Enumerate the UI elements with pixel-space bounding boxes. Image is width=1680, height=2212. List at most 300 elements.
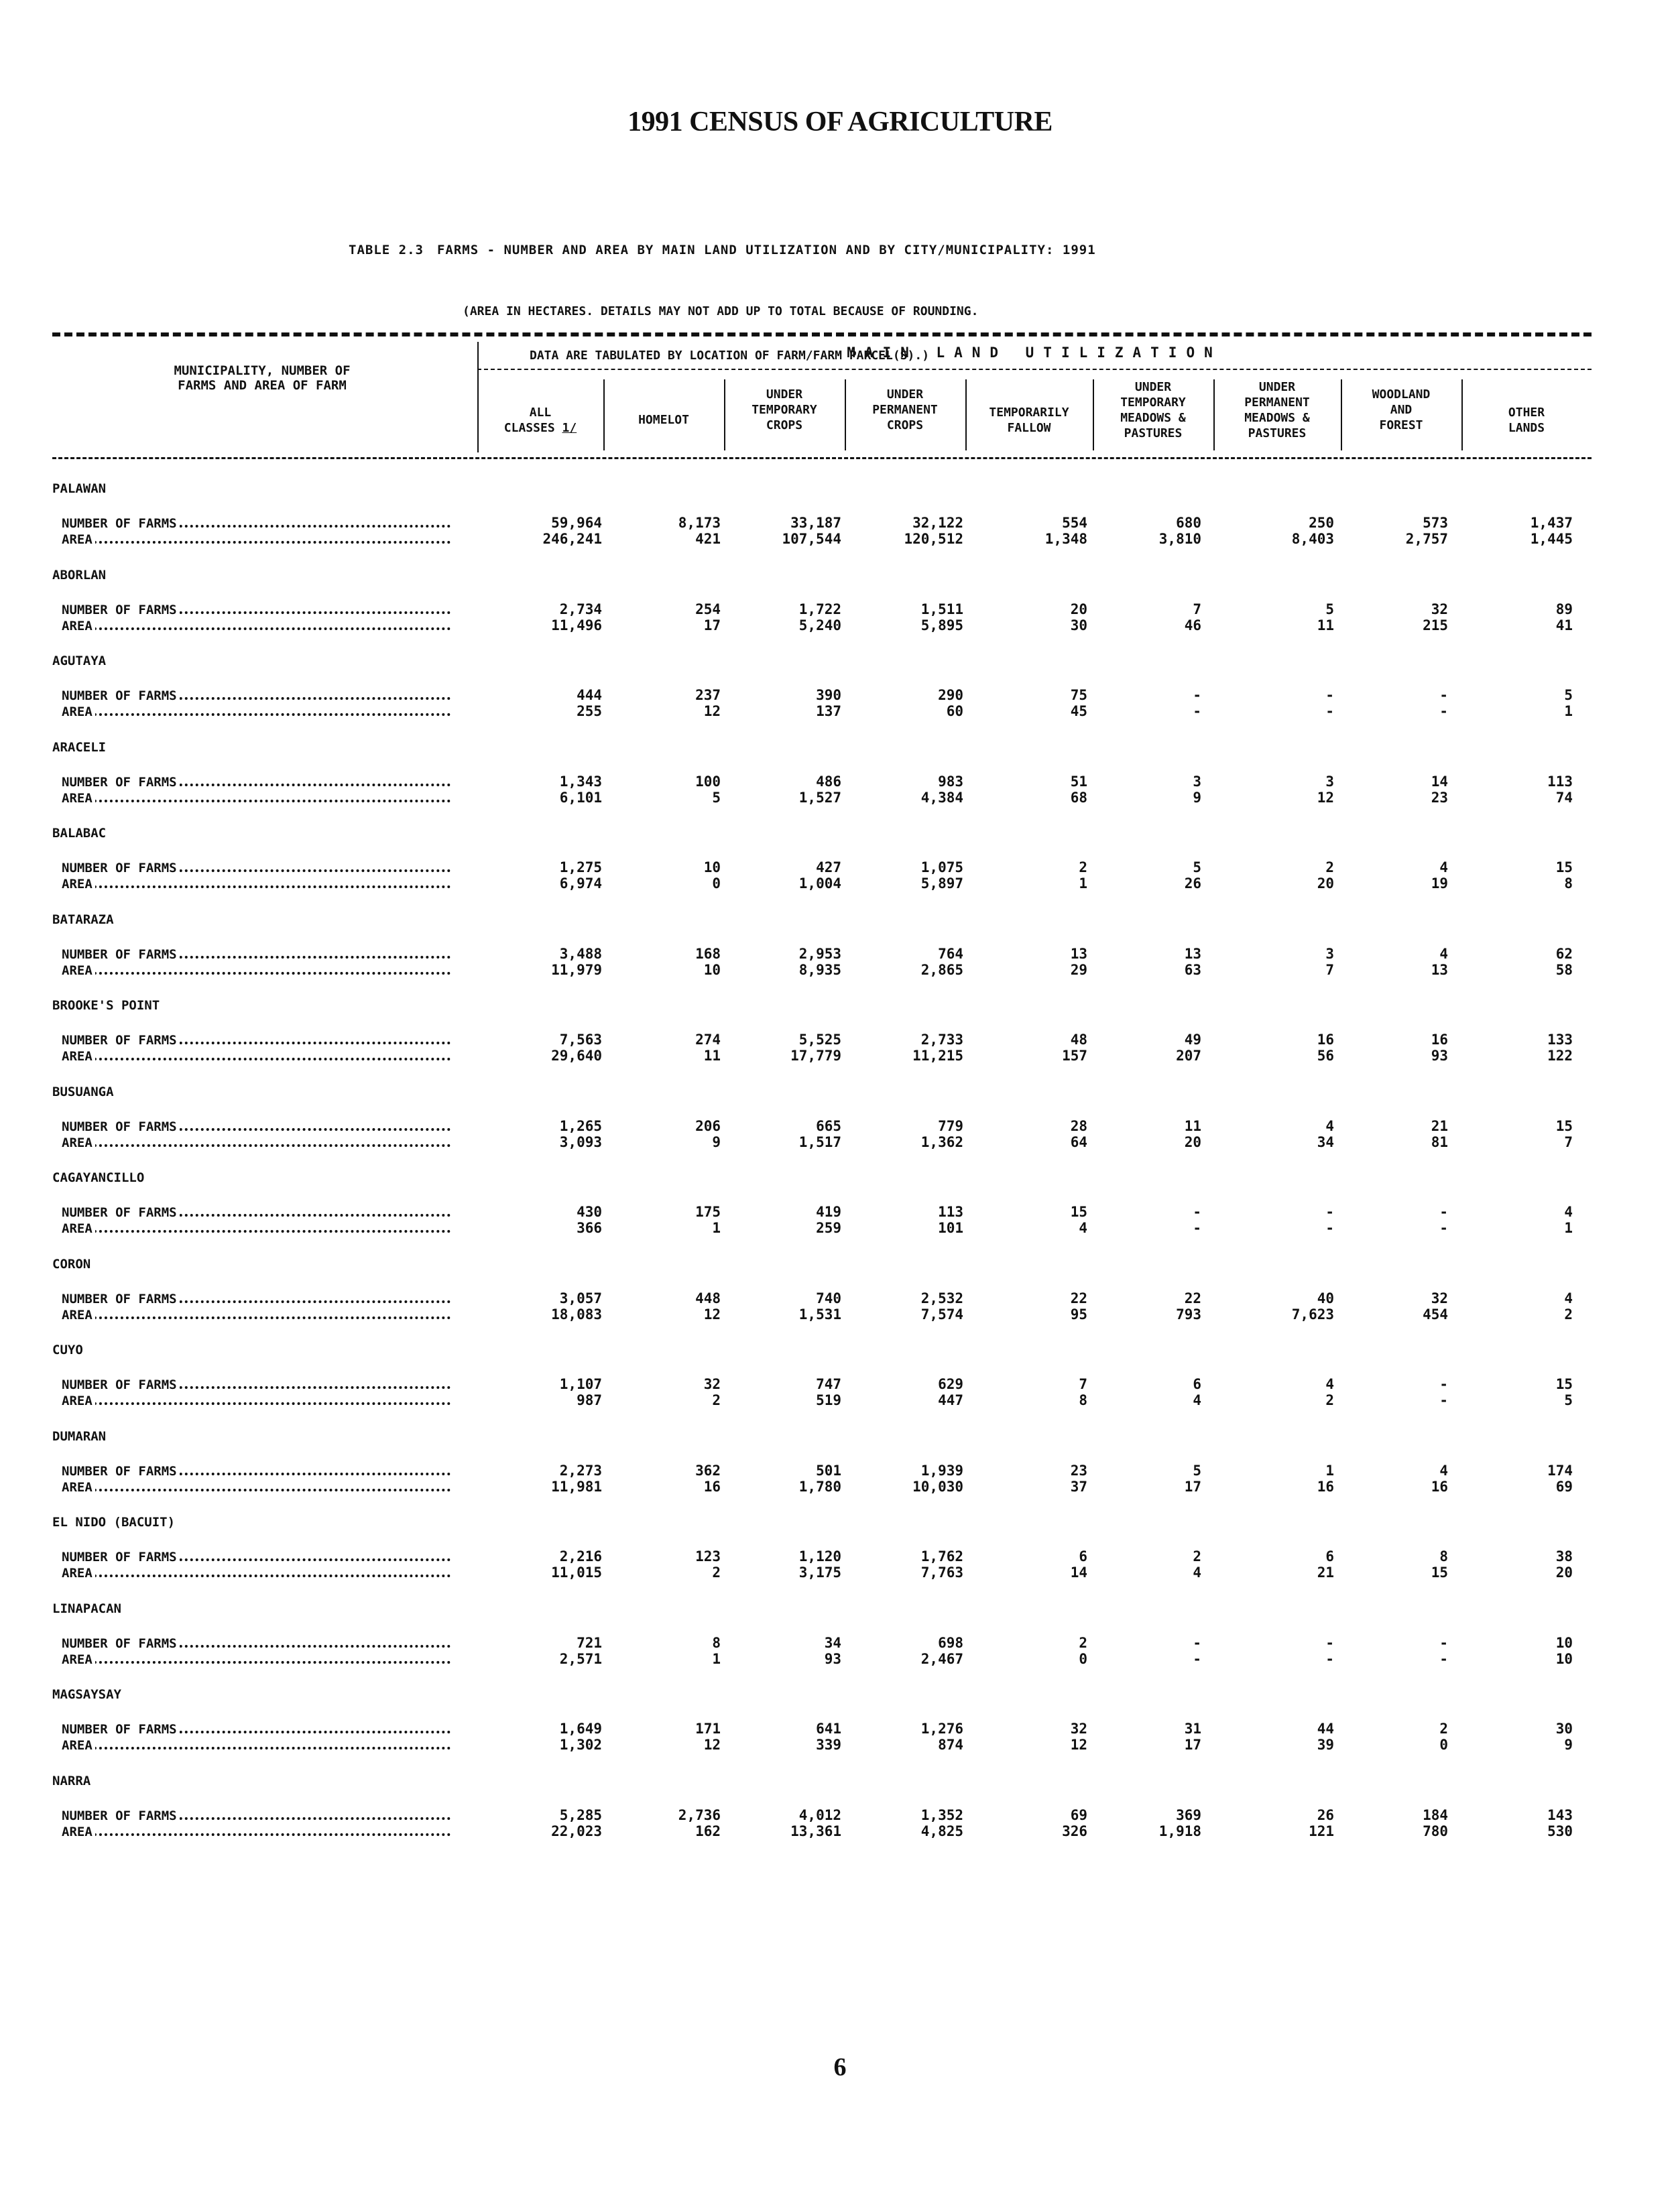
table-cell: 250 <box>1309 515 1334 531</box>
table-cell: 447 <box>938 1392 963 1408</box>
table-cell: 259 <box>816 1220 841 1236</box>
table-cell: 501 <box>816 1463 841 1479</box>
row-label-number-of-farms <box>62 1292 451 1306</box>
table-cell: 7,623 <box>1291 1306 1334 1323</box>
column-divider <box>603 379 605 450</box>
table-cell: - <box>1193 1204 1201 1220</box>
row-label-area <box>62 619 451 633</box>
table-cell: 3,175 <box>798 1564 841 1581</box>
row-label-text: NUMBER OF FARMS <box>62 1550 180 1564</box>
leader-dots <box>62 541 451 544</box>
table-cell: 16 <box>703 1479 721 1495</box>
row-label-text: AREA <box>62 1221 95 1236</box>
table-cell: - <box>1325 1204 1334 1220</box>
table-cell: 6,101 <box>559 790 602 806</box>
table-cell: 1 <box>712 1220 721 1236</box>
table-cell: 62 <box>1555 946 1573 962</box>
table-cell: 780 <box>1423 1823 1448 1839</box>
column-header-line: ALL <box>529 406 552 420</box>
table-cell: 5,895 <box>920 617 963 633</box>
table-cell: 22 <box>1070 1290 1087 1306</box>
leader-dots <box>62 885 451 888</box>
column-header-7 <box>1216 379 1338 441</box>
table-cell: 13 <box>1070 946 1087 962</box>
column-header-line: TEMPORARY <box>1120 395 1186 410</box>
table-cell: 10 <box>1555 1635 1573 1651</box>
table-cell: 1,649 <box>559 1721 602 1737</box>
row-label-text: NUMBER OF FARMS <box>62 516 180 531</box>
row-label-number-of-farms <box>62 603 451 617</box>
table-cell: 2 <box>1193 1548 1201 1564</box>
column-header-2 <box>606 379 721 428</box>
table-cell: 5 <box>1193 859 1201 875</box>
row-label-area <box>62 1049 451 1064</box>
table-cell: 1,511 <box>920 601 963 617</box>
table-cell: 168 <box>695 946 721 962</box>
row-label-area <box>62 1135 451 1150</box>
table-cell: 2,467 <box>920 1651 963 1667</box>
table-cell: - <box>1439 703 1448 719</box>
table-cell: 184 <box>1423 1807 1448 1823</box>
table-cell: 8,173 <box>678 515 721 531</box>
table-cell: 23 <box>1431 790 1448 806</box>
table-cell: 137 <box>816 703 841 719</box>
table-cell: 37 <box>1070 1479 1087 1495</box>
table-cell: 698 <box>938 1635 963 1651</box>
table-cell: 56 <box>1317 1048 1334 1064</box>
row-label-text: NUMBER OF FARMS <box>62 1636 180 1651</box>
table-cell: 113 <box>1547 774 1573 790</box>
table-cell: 21 <box>1317 1564 1334 1581</box>
table-cell: 740 <box>816 1290 841 1306</box>
row-label-area <box>62 532 451 547</box>
row-label-number-of-farms <box>62 1722 451 1737</box>
row-label-text: NUMBER OF FARMS <box>62 1722 180 1737</box>
table-cell: 1,445 <box>1530 531 1573 547</box>
table-cell: 15 <box>1070 1204 1087 1220</box>
table-cell: 427 <box>816 859 841 875</box>
stub-header <box>52 363 472 393</box>
table-cell: 89 <box>1555 601 1573 617</box>
row-label-area <box>62 1480 451 1495</box>
table-cell: 175 <box>695 1204 721 1220</box>
table-cell: 254 <box>695 601 721 617</box>
table-cell: 17 <box>1184 1737 1201 1753</box>
table-cell: 793 <box>1176 1306 1201 1323</box>
table-cell: 2 <box>1325 859 1334 875</box>
table-cell: 11,015 <box>551 1564 602 1581</box>
row-label-number-of-farms <box>62 1550 451 1564</box>
table-cell: 7 <box>1325 962 1334 978</box>
table-cell: 2 <box>1325 1392 1334 1408</box>
table-note-line-1: (AREA IN HECTARES. DETAILS MAY NOT ADD UP TO TOTAL BECAUSE OF ROUNDING. <box>463 304 979 318</box>
table-cell: 2,273 <box>559 1463 602 1479</box>
table-cell: 107,544 <box>782 531 841 547</box>
row-label-text: AREA <box>62 1308 95 1323</box>
table-cell: - <box>1325 703 1334 719</box>
leader-dots <box>62 1402 451 1405</box>
table-cell: 100 <box>695 774 721 790</box>
table-cell: 22,023 <box>551 1823 602 1839</box>
row-label-number-of-farms <box>62 1464 451 1479</box>
table-cell: 7,563 <box>559 1032 602 1048</box>
table-cell: 1,722 <box>798 601 841 617</box>
table-cell: 3 <box>1325 774 1334 790</box>
table-cell: 987 <box>577 1392 602 1408</box>
table-cell: 554 <box>1062 515 1087 531</box>
row-label-number-of-farms <box>62 1808 451 1823</box>
table-cell: 10 <box>703 962 721 978</box>
column-header-6 <box>1095 379 1211 441</box>
table-cell: 59,964 <box>551 515 602 531</box>
row-label-number-of-farms <box>62 1205 451 1220</box>
municipality-name: ABORLAN <box>52 568 107 582</box>
row-label-number-of-farms <box>62 1119 451 1134</box>
table-cell: 573 <box>1423 515 1448 531</box>
table-cell: - <box>1193 1220 1201 1236</box>
page-title: 1991 CENSUS OF AGRICULTURE <box>627 107 1053 137</box>
table-cell: 69 <box>1070 1807 1087 1823</box>
table-cell: 44 <box>1317 1721 1334 1737</box>
table-cell: - <box>1325 1635 1334 1651</box>
table-cell: 5 <box>1564 1392 1573 1408</box>
table-notes <box>463 275 978 378</box>
table-cell: 4 <box>1193 1564 1201 1581</box>
table-cell: 246,241 <box>542 531 602 547</box>
table-cell: 5,240 <box>798 617 841 633</box>
table-cell: 60 <box>946 703 963 719</box>
leader-dots <box>62 627 451 630</box>
table-cell: 2 <box>1564 1306 1573 1323</box>
table-cell: 2,532 <box>920 1290 963 1306</box>
municipality-name: BATARAZA <box>52 912 114 927</box>
column-header-4 <box>847 379 963 433</box>
row-label-area <box>62 1738 451 1753</box>
table-cell: 274 <box>695 1032 721 1048</box>
table-cell: 1 <box>1325 1463 1334 1479</box>
row-label-text: AREA <box>62 791 95 806</box>
leader-dots <box>62 1144 451 1147</box>
leader-dots <box>62 800 451 802</box>
table-cell: 174 <box>1547 1463 1573 1479</box>
row-label-text: NUMBER OF FARMS <box>62 947 180 962</box>
table-cell: 255 <box>577 703 602 719</box>
row-label-area <box>62 963 451 978</box>
table-cell: 5 <box>1564 687 1573 703</box>
table-cell: 29 <box>1070 962 1087 978</box>
table-cell: 3,057 <box>559 1290 602 1306</box>
table-cell: 20 <box>1317 875 1334 892</box>
table-cell: 7 <box>1079 1376 1087 1392</box>
leader-dots <box>62 1747 451 1749</box>
table-cell: 6 <box>1325 1548 1334 1564</box>
municipality-name: PALAWAN <box>52 481 107 496</box>
table-cell: 15 <box>1555 1118 1573 1134</box>
table-cell: 11 <box>703 1048 721 1064</box>
row-label-area <box>62 1308 451 1323</box>
table-cell: 721 <box>577 1635 602 1651</box>
row-label-number-of-farms <box>62 947 451 962</box>
municipality-name: AGUTAYA <box>52 654 107 668</box>
table-cell: 421 <box>695 531 721 547</box>
table-cell: 8 <box>1439 1548 1448 1564</box>
table-cell: 20 <box>1555 1564 1573 1581</box>
table-cell: 7,574 <box>920 1306 963 1323</box>
column-divider <box>845 379 846 450</box>
table-cell: 4 <box>1564 1204 1573 1220</box>
municipality-name: NARRA <box>52 1774 91 1788</box>
row-label-text: NUMBER OF FARMS <box>62 1377 180 1392</box>
municipality-name: BROOKE'S POINT <box>52 998 160 1013</box>
table-cell: 28 <box>1070 1118 1087 1134</box>
table-cell: 12 <box>703 1306 721 1323</box>
column-divider <box>1461 379 1463 450</box>
table-cell: 2,571 <box>559 1651 602 1667</box>
table-cell: 122 <box>1547 1048 1573 1064</box>
table-cell: 9 <box>712 1134 721 1150</box>
table-cell: 629 <box>938 1376 963 1392</box>
table-cell: 2 <box>1079 859 1087 875</box>
table-cell: 18,083 <box>551 1306 602 1323</box>
table-cell: 121 <box>1309 1823 1334 1839</box>
table-cell: 1,531 <box>798 1306 841 1323</box>
table-cell: 206 <box>695 1118 721 1134</box>
table-cell: 30 <box>1555 1721 1573 1737</box>
row-label-number-of-farms <box>62 1377 451 1392</box>
table-cell: 8 <box>712 1635 721 1651</box>
column-header-line: UNDER <box>886 387 924 402</box>
table-cell: 5,525 <box>798 1032 841 1048</box>
table-cell: 81 <box>1431 1134 1448 1150</box>
table-cell: - <box>1193 1635 1201 1651</box>
column-header-line: WOODLAND <box>1372 387 1431 402</box>
table-cell: 11,215 <box>912 1048 963 1064</box>
table-caption <box>349 243 1096 257</box>
column-header-5 <box>968 379 1090 436</box>
municipality-name: LINAPACAN <box>52 1601 121 1616</box>
table-cell: 39 <box>1317 1737 1334 1753</box>
row-label-text: AREA <box>62 877 95 892</box>
leader-dots <box>62 713 451 716</box>
table-cell: 69 <box>1555 1479 1573 1495</box>
table-cell: 4,012 <box>798 1807 841 1823</box>
table-cell: 13 <box>1184 946 1201 962</box>
row-label-text: AREA <box>62 1480 95 1495</box>
table-cell: 17 <box>703 617 721 633</box>
row-label-area <box>62 1221 451 1236</box>
table-cell: 11 <box>1184 1118 1201 1134</box>
column-header-line: TEMPORARILY <box>989 406 1069 420</box>
table-cell: 143 <box>1547 1807 1573 1823</box>
table-cell: 34 <box>1317 1134 1334 1150</box>
table-cell: 2,736 <box>678 1807 721 1823</box>
table-cell: 5 <box>1193 1463 1201 1479</box>
row-label-text: AREA <box>62 1135 95 1150</box>
municipality-name: DUMARAN <box>52 1429 107 1444</box>
row-label-text: NUMBER OF FARMS <box>62 688 180 703</box>
table-cell: 26 <box>1184 875 1201 892</box>
municipality-name: BALABAC <box>52 826 107 841</box>
table-cell: 14 <box>1070 1564 1087 1581</box>
table-cell: 41 <box>1555 617 1573 633</box>
table-cell: 1 <box>712 1651 721 1667</box>
table-cell: - <box>1439 1220 1448 1236</box>
column-header-line: PERMANENT <box>872 403 938 417</box>
table-cell: 519 <box>816 1392 841 1408</box>
row-label-number-of-farms <box>62 861 451 875</box>
row-label-text: NUMBER OF FARMS <box>62 1464 180 1479</box>
municipality-name: ARACELI <box>52 740 107 755</box>
table-cell: 1,120 <box>798 1548 841 1564</box>
table-cell: 157 <box>1062 1048 1087 1064</box>
leader-dots <box>62 972 451 975</box>
table-cell: 0 <box>1079 1651 1087 1667</box>
table-cell: 51 <box>1070 774 1087 790</box>
table-cell: 4 <box>1439 859 1448 875</box>
row-label-text: AREA <box>62 963 95 978</box>
table-cell: 17,779 <box>790 1048 841 1064</box>
table-cell: 665 <box>816 1118 841 1134</box>
row-label-text: AREA <box>62 619 95 633</box>
table-cell: 2 <box>712 1564 721 1581</box>
column-header-line: FOREST <box>1379 418 1423 432</box>
column-divider <box>1213 379 1215 450</box>
table-cell: 20 <box>1184 1134 1201 1150</box>
municipality-name: CAGAYANCILLO <box>52 1170 145 1185</box>
table-cell: 8 <box>1079 1392 1087 1408</box>
column-header-line: TEMPORARY <box>752 403 817 417</box>
row-label-number-of-farms <box>62 1033 451 1048</box>
table-cell: 2 <box>1079 1635 1087 1651</box>
table-cell: 171 <box>695 1721 721 1737</box>
table-cell: 7 <box>1564 1134 1573 1150</box>
leader-dots <box>62 1058 451 1060</box>
table-cell: 1,004 <box>798 875 841 892</box>
table-cell: 1,352 <box>920 1807 963 1823</box>
table-cell: 11,979 <box>551 962 602 978</box>
table-cell: 101 <box>938 1220 963 1236</box>
row-label-text: AREA <box>62 1566 95 1581</box>
footnote-marker: 1/ <box>562 421 577 435</box>
table-cell: - <box>1439 687 1448 703</box>
table-cell: 5,285 <box>559 1807 602 1823</box>
table-cell: 93 <box>824 1651 841 1667</box>
table-cell: 16 <box>1431 1032 1448 1048</box>
table-cell: 113 <box>938 1204 963 1220</box>
table-cell: 8,935 <box>798 962 841 978</box>
table-cell: 4 <box>1439 1463 1448 1479</box>
column-divider <box>724 379 725 450</box>
table-cell: 2,733 <box>920 1032 963 1048</box>
column-header-line: HOMELOT <box>638 413 689 427</box>
table-cell: 2 <box>712 1392 721 1408</box>
table-cell: 4 <box>1564 1290 1573 1306</box>
table-cell: 8 <box>1564 875 1573 892</box>
row-label-text: AREA <box>62 1652 95 1667</box>
column-divider <box>1093 379 1094 450</box>
header-bottom-rule <box>52 457 1592 459</box>
table-cell: 1,107 <box>559 1376 602 1392</box>
table-cell: 3 <box>1193 774 1201 790</box>
table-cell: 22 <box>1184 1290 1201 1306</box>
table-cell: - <box>1439 1651 1448 1667</box>
table-cell: 680 <box>1176 515 1201 531</box>
table-cell: 45 <box>1070 703 1087 719</box>
row-label-text: AREA <box>62 1738 95 1753</box>
column-header-line: CROPS <box>886 418 924 432</box>
table-cell: 11,981 <box>551 1479 602 1495</box>
table-cell: 13,361 <box>790 1823 841 1839</box>
column-header-line: UNDER <box>1134 380 1172 394</box>
row-label-text: NUMBER OF FARMS <box>62 861 180 875</box>
table-cell: 2,216 <box>559 1548 602 1564</box>
table-cell: 12 <box>703 1737 721 1753</box>
table-cell: 369 <box>1176 1807 1201 1823</box>
table-cell: 1 <box>1564 703 1573 719</box>
table-cell: 4,825 <box>920 1823 963 1839</box>
table-cell: 11 <box>1317 617 1334 633</box>
table-cell: 486 <box>816 774 841 790</box>
table-cell: 32 <box>1431 1290 1448 1306</box>
table-cell: 16 <box>1317 1479 1334 1495</box>
leader-dots <box>62 1316 451 1319</box>
table-cell: 30 <box>1070 617 1087 633</box>
table-cell: 1,918 <box>1158 1823 1201 1839</box>
table-cell: 93 <box>1431 1048 1448 1064</box>
row-label-number-of-farms <box>62 688 451 703</box>
table-cell: 3,810 <box>1158 531 1201 547</box>
table-cell: - <box>1439 1376 1448 1392</box>
table-cell: 19 <box>1431 875 1448 892</box>
table-cell: - <box>1439 1392 1448 1408</box>
table-cell: 6,974 <box>559 875 602 892</box>
table-cell: 48 <box>1070 1032 1087 1048</box>
row-label-area <box>62 1652 451 1667</box>
table-cell: 419 <box>816 1204 841 1220</box>
table-cell: 8,403 <box>1291 531 1334 547</box>
row-label-area <box>62 791 451 806</box>
table-cell: 7,763 <box>920 1564 963 1581</box>
table-cell: 1,437 <box>1530 515 1573 531</box>
table-cell: 16 <box>1431 1479 1448 1495</box>
table-cell: 290 <box>938 687 963 703</box>
column-header-line: PASTURES <box>1124 426 1183 440</box>
table-cell: 13 <box>1431 962 1448 978</box>
table-cell: 1,527 <box>798 790 841 806</box>
stub-header-line-1: MUNICIPALITY, NUMBER OF <box>174 363 351 378</box>
row-label-area <box>62 877 451 892</box>
table-cell: 123 <box>695 1548 721 1564</box>
table-cell: 0 <box>712 875 721 892</box>
table-cell: 74 <box>1555 790 1573 806</box>
table-cell: 10 <box>703 859 721 875</box>
table-cell: 0 <box>1439 1737 1448 1753</box>
column-header-3 <box>727 379 842 433</box>
table-cell: - <box>1325 1220 1334 1236</box>
table-cell: 2,865 <box>920 962 963 978</box>
leader-dots <box>62 1489 451 1491</box>
municipality-name: BUSUANGA <box>52 1085 114 1099</box>
table-cell: 1,343 <box>559 774 602 790</box>
column-header-line: LANDS <box>1508 421 1545 435</box>
municipality-name: CUYO <box>52 1343 83 1357</box>
table-cell: 6 <box>1079 1548 1087 1564</box>
column-divider <box>965 379 967 450</box>
table-cell: 2,734 <box>559 601 602 617</box>
table-cell: 5 <box>712 790 721 806</box>
table-cell: 4 <box>1079 1220 1087 1236</box>
row-label-text: NUMBER OF FARMS <box>62 775 180 790</box>
